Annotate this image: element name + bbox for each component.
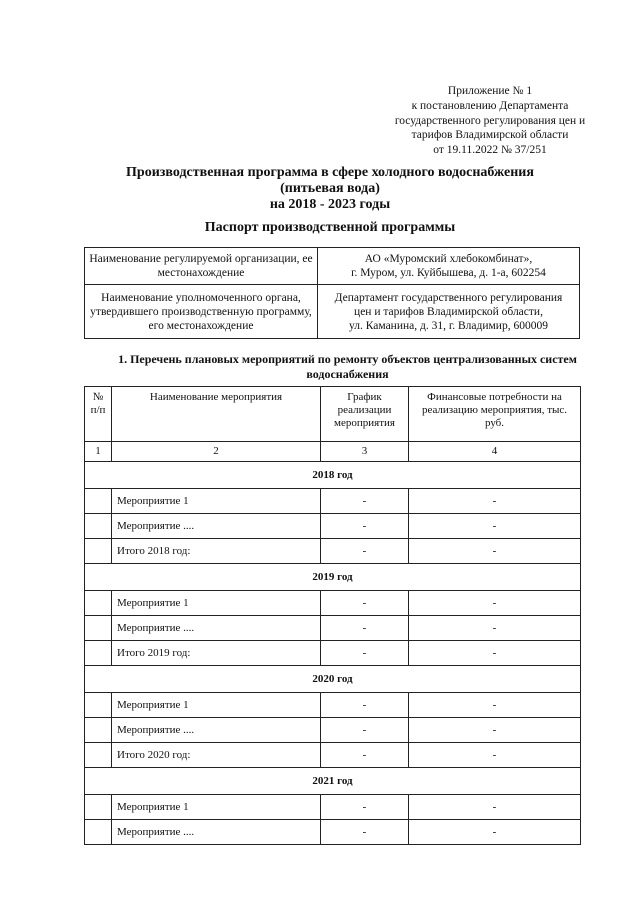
finance-cell: - — [409, 718, 581, 743]
appendix-line: Приложение № 1 — [447, 85, 533, 97]
measure-name-cell: Мероприятие 1 — [112, 489, 321, 514]
finance-cell: - — [409, 795, 581, 820]
finance-cell: - — [409, 616, 581, 641]
table-row — [85, 718, 581, 743]
column-number: 1 — [85, 442, 112, 462]
appendix-line: от 19.11.2022 № 37/251 — [433, 144, 547, 157]
passport-row — [85, 285, 580, 339]
schedule-cell: - — [321, 591, 409, 616]
row-number-cell — [85, 539, 112, 564]
finance-cell: - — [409, 514, 581, 539]
appendix-line: к постановлению Департамента — [411, 99, 569, 112]
finance-cell: - — [409, 489, 581, 514]
passport-value-line: Департамент государственного регулирования — [334, 291, 563, 304]
header-num: № п/п — [85, 387, 112, 442]
appendix-line: государственного регулирования цен и — [394, 114, 586, 127]
section-title-line: 1. Перечень плановых мероприятий по ремонту объектов централизованных систем — [118, 352, 577, 366]
year-row — [85, 564, 581, 591]
year-row — [85, 666, 581, 693]
table-header-row — [85, 387, 581, 442]
table-row — [85, 795, 581, 820]
row-number-cell — [85, 641, 112, 666]
schedule-cell: - — [321, 641, 409, 666]
column-numbers-row — [85, 442, 581, 462]
year-row — [85, 768, 581, 795]
year-heading: 2021 год — [85, 768, 581, 795]
measure-name-cell: Мероприятие 1 — [112, 591, 321, 616]
measure-name-cell: Итого 2020 год: — [112, 743, 321, 768]
header-finance: Финансовые потребности на реализацию мероприятия, тыс. руб. — [409, 387, 581, 442]
passport-value-line: г. Муром, ул. Куйбышева, д. 1-а, 602254 — [351, 267, 546, 279]
document-title — [60, 165, 600, 213]
measure-name-cell: Итого 2019 год: — [112, 641, 321, 666]
appendix-block — [372, 84, 608, 158]
table-row — [85, 743, 581, 768]
row-number-cell — [85, 616, 112, 641]
column-number: 3 — [321, 442, 409, 462]
year-row — [85, 462, 581, 489]
finance-cell: - — [409, 820, 581, 845]
column-number: 2 — [112, 442, 321, 462]
schedule-cell: - — [321, 489, 409, 514]
header-schedule: График реализации мероприятия — [321, 387, 409, 442]
passport-table — [84, 247, 580, 339]
year-heading: 2018 год — [85, 462, 581, 489]
row-number-cell — [85, 693, 112, 718]
column-number: 4 — [409, 442, 581, 462]
finance-cell: - — [409, 591, 581, 616]
schedule-cell: - — [321, 820, 409, 845]
schedule-cell: - — [321, 539, 409, 564]
title-line: (питьевая вода) — [280, 181, 380, 196]
passport-value-cell — [318, 285, 580, 339]
schedule-cell: - — [321, 693, 409, 718]
table-row — [85, 489, 581, 514]
row-number-cell — [85, 514, 112, 539]
row-number-cell — [85, 489, 112, 514]
passport-label-cell: Наименование уполномоченного органа, утвердившего производственную программу, его местонахождение — [85, 285, 318, 339]
measure-name-cell: Мероприятие .... — [112, 616, 321, 641]
section-title-line: водоснабжения — [306, 366, 389, 381]
row-number-cell — [85, 591, 112, 616]
measure-name-cell: Итого 2018 год: — [112, 539, 321, 564]
year-heading: 2020 год — [85, 666, 581, 693]
passport-row — [85, 248, 580, 285]
passport-value-cell — [318, 248, 580, 285]
measures-table — [84, 386, 581, 845]
title-line: на 2018 - 2023 годы — [269, 197, 391, 212]
table-row — [85, 616, 581, 641]
passport-heading: Паспорт производственной программы — [204, 220, 456, 235]
table-row — [85, 693, 581, 718]
schedule-cell: - — [321, 616, 409, 641]
row-number-cell — [85, 743, 112, 768]
table-row — [85, 539, 581, 564]
table-row — [85, 514, 581, 539]
header-name: Наименование мероприятия — [112, 387, 321, 442]
row-number-cell — [85, 795, 112, 820]
passport-label-cell: Наименование регулируемой организации, ее местонахождение — [85, 248, 318, 285]
finance-cell: - — [409, 539, 581, 564]
title-line: Производственная программа в сфере холодного водоснабжения — [126, 165, 534, 180]
schedule-cell: - — [321, 718, 409, 743]
table-row — [85, 591, 581, 616]
finance-cell: - — [409, 641, 581, 666]
measure-name-cell: Мероприятие .... — [112, 718, 321, 743]
schedule-cell: - — [321, 514, 409, 539]
passport-value-line: цен и тарифов Владимирской области, — [354, 305, 543, 318]
table-row — [85, 820, 581, 845]
measure-name-cell: Мероприятие .... — [112, 820, 321, 845]
table-row — [85, 641, 581, 666]
passport-value-line: ул. Каманина, д. 31, г. Владимир, 600009 — [349, 319, 548, 332]
schedule-cell: - — [321, 795, 409, 820]
finance-cell: - — [409, 693, 581, 718]
measure-name-cell: Мероприятие 1 — [112, 693, 321, 718]
row-number-cell — [85, 820, 112, 845]
measure-name-cell: Мероприятие .... — [112, 514, 321, 539]
year-heading: 2019 год — [85, 564, 581, 591]
schedule-cell: - — [321, 743, 409, 768]
appendix-line: тарифов Владимирской области — [411, 129, 569, 142]
section-1-title — [110, 352, 585, 381]
measure-name-cell: Мероприятие 1 — [112, 795, 321, 820]
row-number-cell — [85, 718, 112, 743]
finance-cell: - — [409, 743, 581, 768]
passport-value-line: АО «Муромский хлебокомбинат», — [364, 253, 533, 265]
